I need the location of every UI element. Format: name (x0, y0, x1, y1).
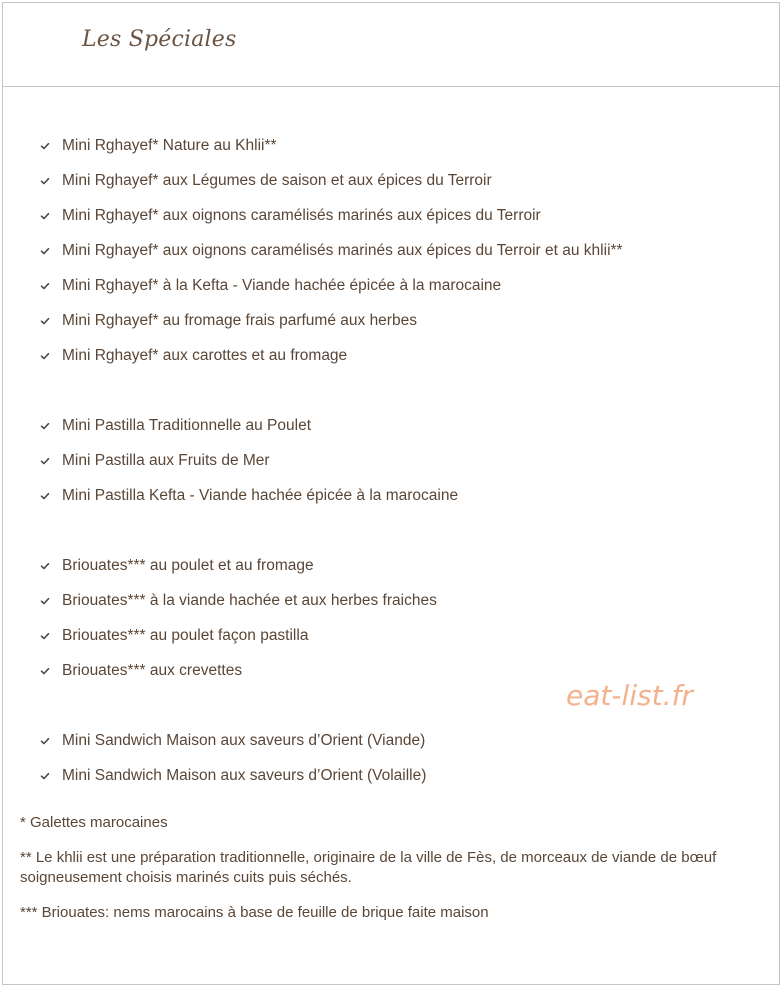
rghayef-group (40, 128, 740, 373)
menu-item (40, 548, 740, 583)
menu-item-label: Mini Rghayef* aux Légumes de saison et aux épices du Terroir (62, 171, 492, 189)
checkmark-icon (40, 596, 50, 606)
menu-item (40, 723, 740, 758)
menu-item-label: Mini Pastilla aux Fruits de Mer (62, 451, 270, 469)
menu-item-label: Mini Pastilla Kefta - Viande hachée épicée à la marocaine (62, 486, 459, 504)
menu-item (40, 198, 740, 233)
menu-item (40, 233, 740, 268)
menu-item (40, 128, 740, 163)
footnote: *** Briouates: nems marocains à base de feuille de brique faite maison (20, 904, 489, 921)
checkmark-icon (40, 176, 50, 186)
section-header (3, 3, 779, 87)
menu-item-label: Mini Rghayef* au fromage frais parfumé aux herbes (62, 311, 417, 329)
menu-item (40, 338, 740, 373)
checkmark-icon (40, 421, 50, 431)
sandwich-group (40, 723, 740, 793)
watermark-text: eat-list.fr (566, 679, 693, 712)
checkmark-icon (40, 771, 50, 781)
checkmark-icon (40, 631, 50, 641)
menu-item (40, 268, 740, 303)
menu-item-label: Briouates*** à la viande hachée et aux herbes fraiches (62, 591, 437, 609)
checkmark-icon (40, 561, 50, 571)
menu-item-label: Mini Pastilla Traditionnelle au Poulet (62, 416, 311, 434)
menu-item (40, 618, 740, 653)
menu-item-label: Briouates*** aux crevettes (62, 661, 243, 679)
checkmark-icon (40, 211, 50, 221)
menu-item (40, 758, 740, 793)
checkmark-icon (40, 456, 50, 466)
checkmark-icon (40, 246, 50, 256)
checkmark-icon (40, 141, 50, 151)
menu-item (40, 583, 740, 618)
footnote: ** Le khlii est une préparation traditionnelle, originaire de la ville de Fès, de morceaux de viande de bœuf soigneusement choisis marinés cuits puis séchés. (20, 849, 717, 886)
menu-item-label: Mini Rghayef* Nature au Khlii** (62, 136, 277, 154)
menu-item (40, 443, 740, 478)
briouates-group (40, 548, 740, 688)
checkmark-icon (40, 351, 50, 361)
menu-item-label: Mini Sandwich Maison aux saveurs d’Orient (Viande) (62, 731, 426, 749)
menu-item (40, 163, 740, 198)
footnotes (20, 813, 760, 923)
checkmark-icon (40, 316, 50, 326)
footnote: * Galettes marocaines (20, 814, 168, 831)
menu-item-label: Briouates*** au poulet et au fromage (62, 556, 314, 574)
menu-item-label: Briouates*** au poulet façon pastilla (62, 626, 309, 644)
checkmark-icon (40, 491, 50, 501)
menu-item-label: Mini Rghayef* à la Kefta - Viande hachée épicée à la marocaine (62, 276, 502, 294)
pastilla-group (40, 408, 740, 513)
checkmark-icon (40, 736, 50, 746)
menu-item-label: Mini Rghayef* aux oignons caramélisés marinés aux épices du Terroir (62, 206, 541, 224)
menu-item-label: Mini Sandwich Maison aux saveurs d’Orient (Volaille) (62, 766, 427, 784)
checkmark-icon (40, 281, 50, 291)
menu-item (40, 408, 740, 443)
menu-item-label: Mini Rghayef* aux oignons caramélisés marinés aux épices du Terroir et au khlii** (62, 241, 623, 259)
menu-item (40, 478, 740, 513)
menu-item-label: Mini Rghayef* aux carottes et au fromage (62, 346, 348, 364)
section-title: Les Spéciales (82, 27, 237, 52)
menu-item (40, 303, 740, 338)
checkmark-icon (40, 666, 50, 676)
